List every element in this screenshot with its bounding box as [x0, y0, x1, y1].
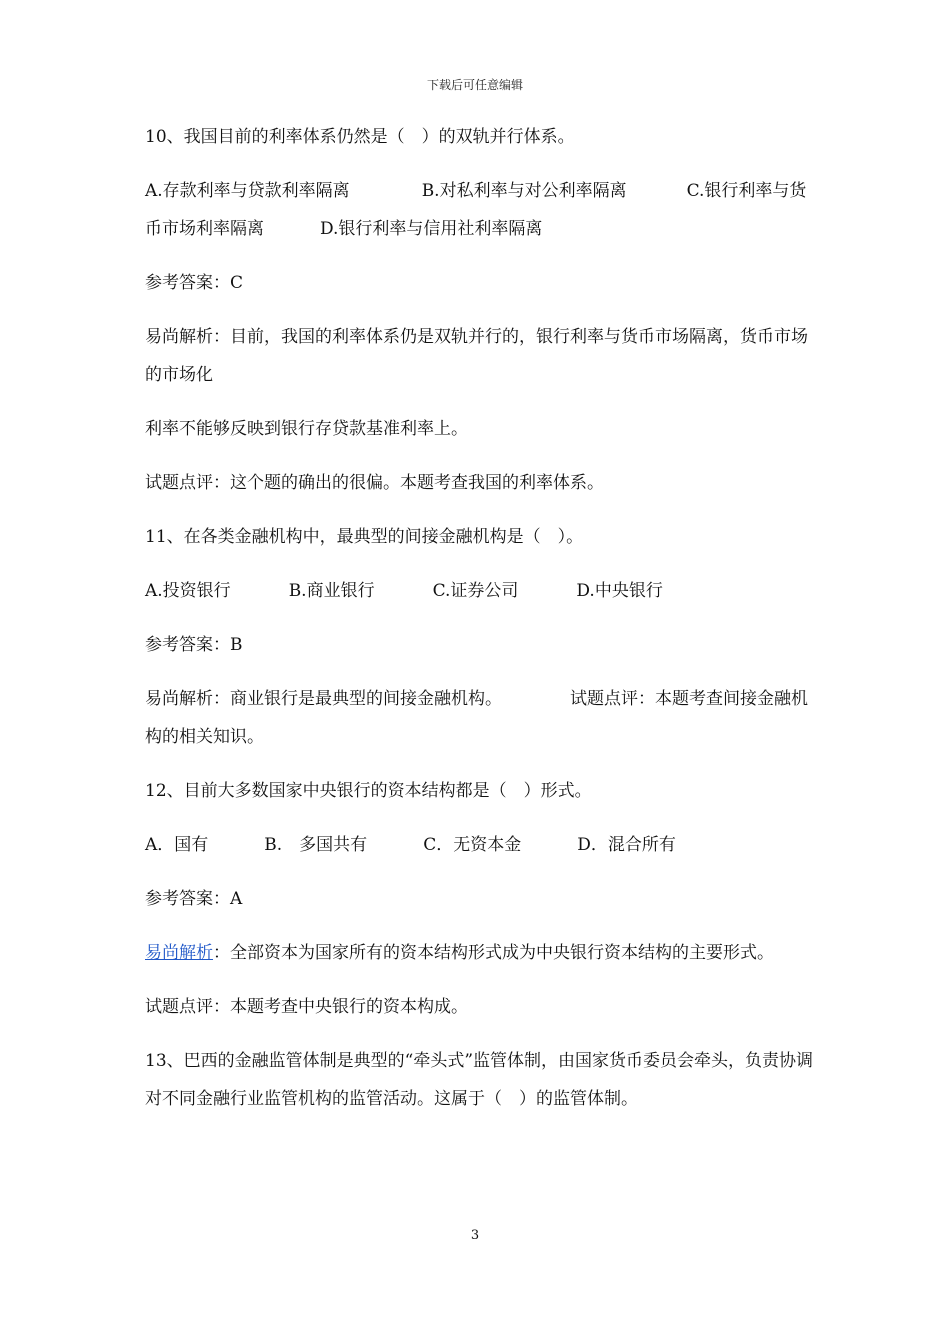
- q11-analysis-comment: [145, 680, 815, 756]
- q10-option-b: B.对私利率与对公利率隔离: [421, 181, 627, 201]
- q11-answer: 参考答案：B: [145, 635, 243, 655]
- q12-comment: 试题点评：本题考查中央银行的资本构成。: [145, 997, 468, 1017]
- q11-option-c: C.证券公司: [432, 581, 519, 601]
- q11-comment: 试题点评：本题考查间接金融机构的相关知识。: [145, 689, 808, 747]
- q10-question: 10、我国目前的利率体系仍然是（ ）的双轨并行体系。: [145, 127, 575, 147]
- q11-question: 11、在各类金融机构中，最典型的间接金融机构是（ ）。: [145, 527, 584, 547]
- q11-option-d: D.中央银行: [576, 581, 663, 601]
- q11-analysis: 易尚解析：商业银行是最典型的间接金融机构。: [145, 689, 502, 709]
- q11-option-a: A.投资银行: [145, 581, 231, 601]
- q12-option-a: A．国有: [145, 835, 209, 855]
- analysis-link[interactable]: 易尚解析: [145, 943, 213, 963]
- q12-answer: 参考答案：A: [145, 889, 243, 909]
- q10-options: [145, 172, 815, 248]
- q13-question: 13、巴西的金融监管体制是典型的“牵头式”监管体制，由国家货币委员会牵头，负责协调对不同金融行业监管机构的监管活动。这属于（ ）的监管体制。: [145, 1051, 814, 1109]
- q11-options: [145, 572, 815, 610]
- page-number: 3: [470, 1228, 480, 1243]
- q12-option-b: B. 多国共有: [264, 835, 368, 855]
- q12-analysis-text: ：全部资本为国家所有的资本结构形式成为中央银行资本结构的主要形式。: [213, 943, 774, 963]
- page-header: 下载后可任意编辑: [426, 78, 523, 92]
- q11-option-b: B.商业银行: [288, 581, 375, 601]
- q12-question: 12、目前大多数国家中央银行的资本结构都是（ ）形式。: [145, 781, 592, 801]
- q10-option-c: C.银行利率与货币市场利率隔离: [145, 181, 807, 239]
- q10-comment: 试题点评：这个题的确出的很偏。本题考查我国的利率体系。: [145, 473, 604, 493]
- document-body: [145, 118, 815, 1134]
- q12-option-d: D．混合所有: [577, 835, 676, 855]
- q12-analysis: [145, 934, 815, 972]
- q10-analysis: 易尚解析：目前，我国的利率体系仍是双轨并行的，银行利率与货币市场隔离，货币市场的市场化: [145, 327, 808, 385]
- q10-answer: 参考答案：C: [145, 273, 244, 293]
- q10-option-a: A.存款利率与贷款利率隔离: [145, 181, 350, 201]
- q10-analysis-continued: 利率不能够反映到银行存贷款基准利率上。: [145, 419, 468, 439]
- q12-option-c: C．无资本金: [423, 835, 522, 855]
- q10-option-d: D.银行利率与信用社利率隔离: [320, 219, 543, 239]
- q12-options: [145, 826, 815, 864]
